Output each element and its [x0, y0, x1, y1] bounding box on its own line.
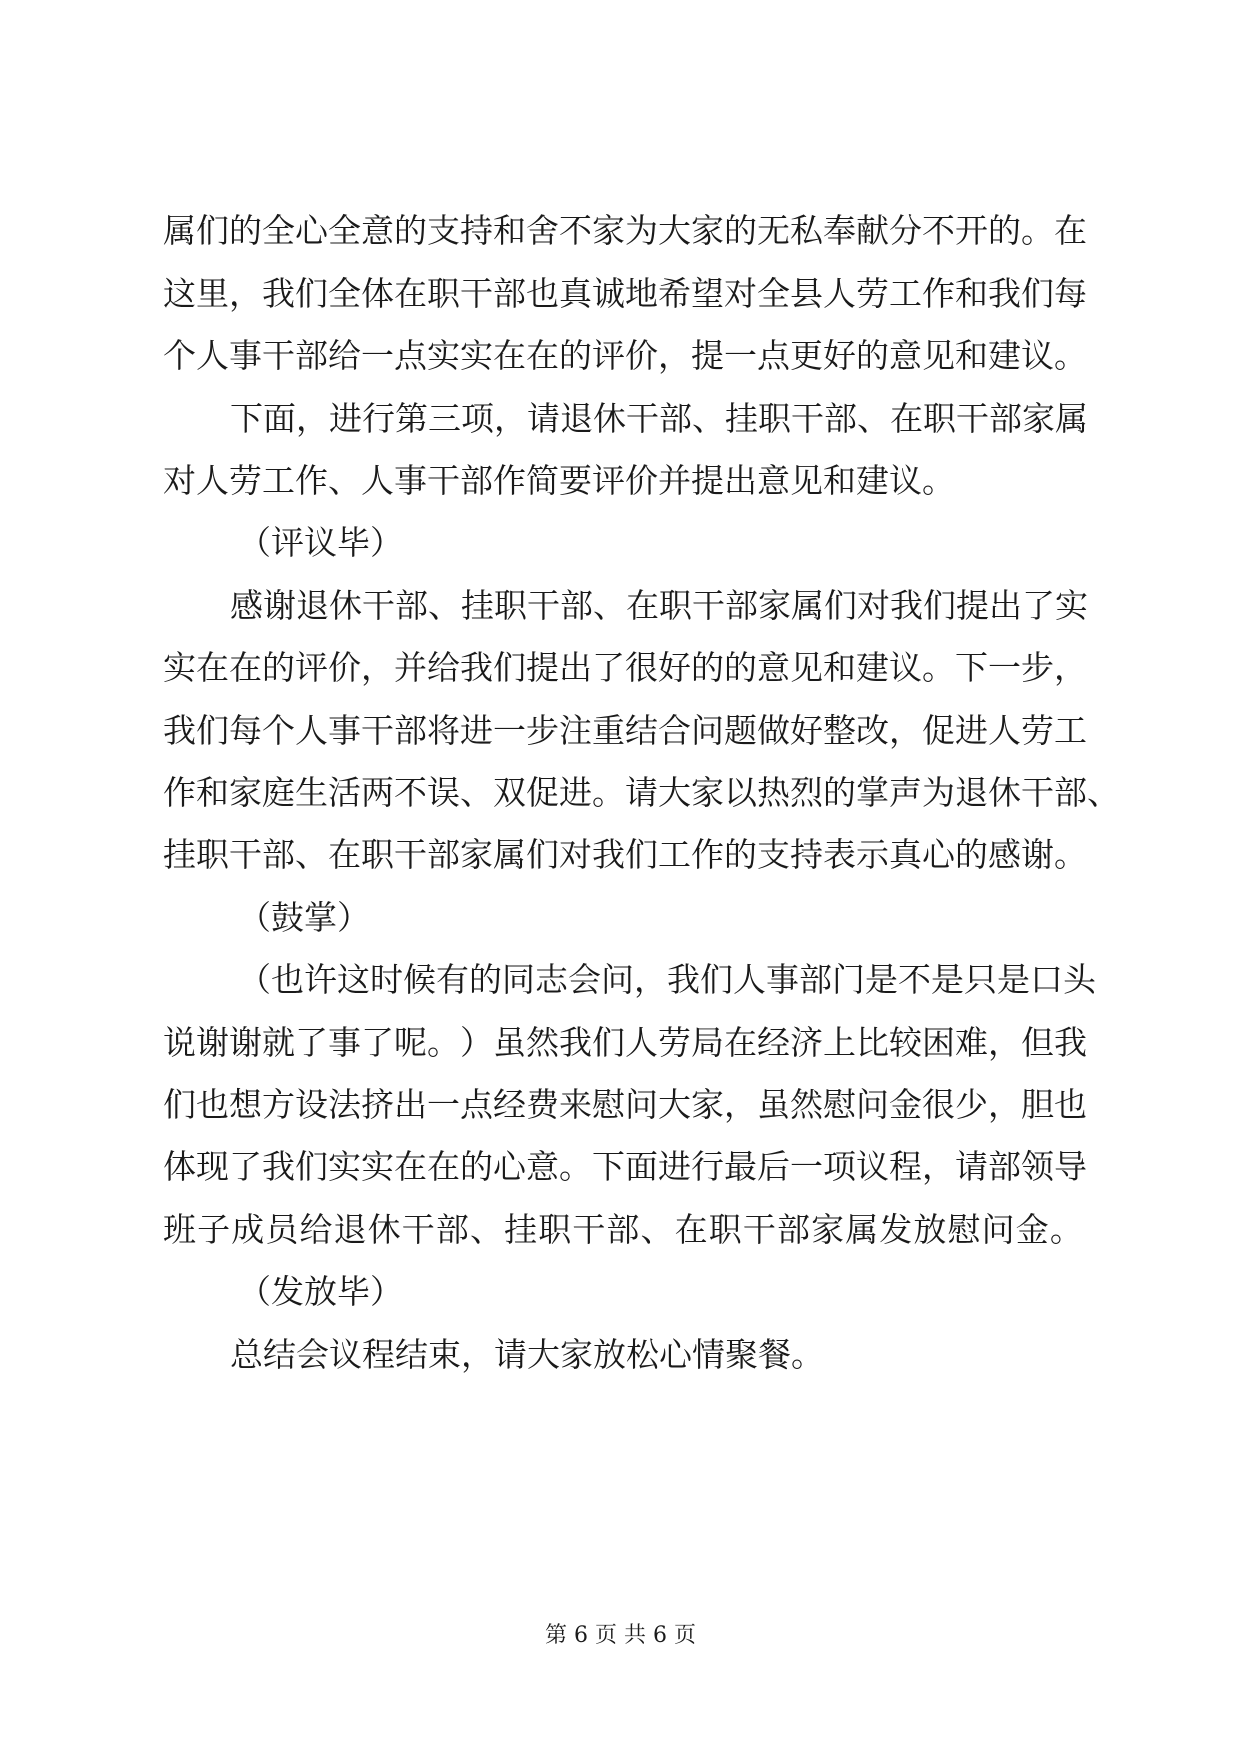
text-line: 作 和 家 庭 生 活 两 不 误 、 双 促 进 。 请 大 家 以 热 烈 的 掌 声 为 退 休 干 部 、 [163, 773, 1120, 812]
text-line: 实 在 在 的 评 价 ， 并 给 我 们 提 出 了 很 好 的 的 意 见 和 建 议 。 下 一 步 ， [163, 648, 1087, 687]
text-line: 属 们 的 全 心 全 意 的 支 持 和 舍 不 家 为 大 家 的 无 私 奉 献 分 不 开 的 。 在 [163, 211, 1087, 250]
page-number: 第 6 页 共 6 页 [545, 1623, 696, 1648]
text-line: 我 们 每 个 人 事 干 部 将 进 一 步 注 重 结 合 问 题 做 好 整 改 ， 促 进 人 劳 工 [163, 711, 1087, 750]
text-line: 这 里 ， 我 们 全 体 在 职 干 部 也 真 诚 地 希 望 对 全 县 人 劳 工 作 和 我 们 每 [163, 274, 1087, 313]
text-line: 体 现 了 我 们 实 实 在 在 的 心 意 。 下 面 进 行 最 后 一 项 议 程 ， 请 部 领 导 [163, 1147, 1087, 1186]
text-line: 们 也 想 方 设 法 挤 出 一 点 经 费 来 慰 问 大 家 ， 虽 然 慰 问 金 很 少 ， 胆 也 [163, 1085, 1087, 1124]
text-line: 班 子 成 员 给 退 休 干 部 、 挂 职 干 部 、 在 职 干 部 家 属 发 放 慰 问 金 。 [163, 1210, 1083, 1249]
stage-direction: （评议毕） [238, 523, 403, 562]
stage-direction: （发放毕） [238, 1272, 403, 1311]
text-line: 说 谢 谢 就 了 事 了 呢 。 ） 虽 然 我 们 人 劳 局 在 经 济 上 比 较 困 难 ， 但 我 [163, 1023, 1087, 1062]
text-line: 个 人 事 干 部 给 一 点 实 实 在 在 的 评 价 ， 提 一 点 更 好 的 意 见 和 建 议 。 [163, 336, 1087, 375]
text-line: 挂 职 干 部 、 在 职 干 部 家 属 们 对 我 们 工 作 的 支 持 表 示 真 心 的 感 谢 。 [163, 835, 1087, 874]
paragraph-first-line: 感 谢 退 休 干 部 、 挂 职 干 部 、 在 职 干 部 家 属 们 对 我 们 提 出 了 实 [230, 586, 1088, 625]
closing-line: 总结会议程结束，请大家放松心情聚餐。 [230, 1335, 824, 1374]
text-line: 对人劳工作、人事干部作简要评价并提出意见和建议。 [163, 461, 955, 500]
stage-direction: （鼓掌） [238, 898, 370, 937]
paragraph-first-line: 下 面 ， 进 行 第 三 项 ， 请 退 休 干 部 、 挂 职 干 部 、 在 职 干 部 家 属 [230, 399, 1088, 438]
paragraph-first-line: （ 也 许 这 时 候 有 的 同 志 会 问 ， 我 们 人 事 部 门 是 不 是 只 是 口 头 [238, 960, 1096, 999]
